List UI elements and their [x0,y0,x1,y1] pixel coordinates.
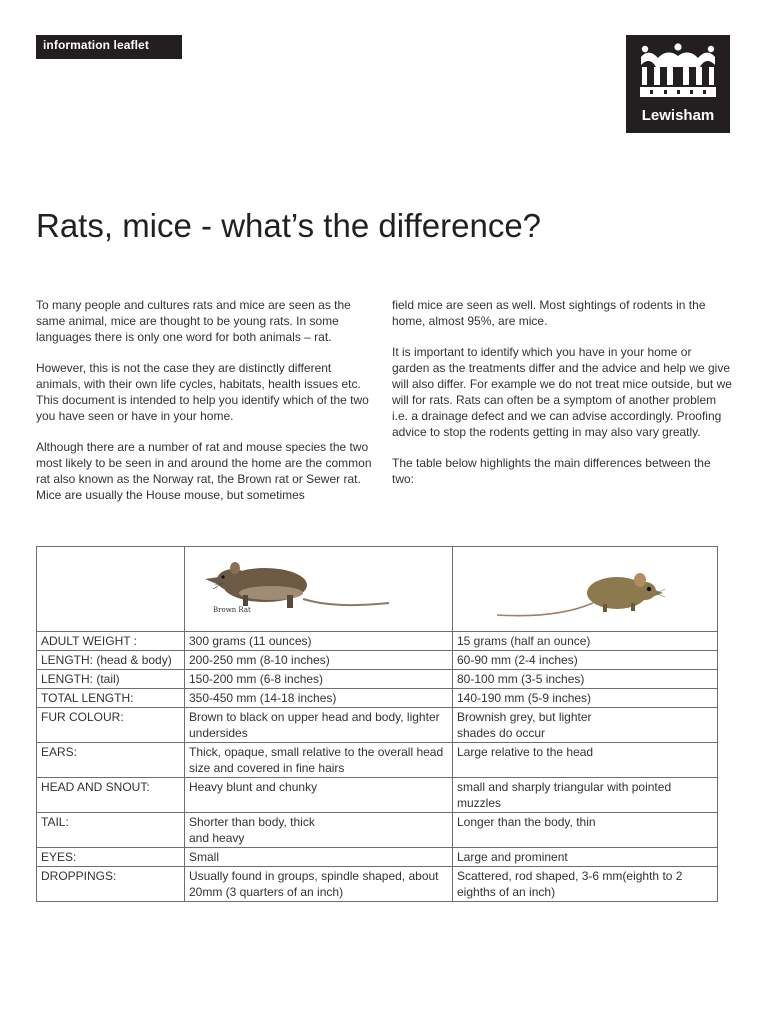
table-row [37,651,718,670]
row-label: HEAD AND SNOUT: [37,778,185,813]
mouse-value: Large relative to the head [453,743,718,778]
mouse-value: Large and prominent [453,848,718,867]
table-row [37,689,718,708]
crown-icon [636,41,720,103]
paragraph: However, this is not the case they are distinctly different animals, with their own life cycles, habitats, health issues etc. This document is intended to help you identify which of the two you have seen or have in your home. [36,361,369,423]
rat-value: Heavy blunt and chunky [185,778,453,813]
mouse-value: 80-100 mm (3-5 inches) [453,670,718,689]
mouse-value: 15 grams (half an ounce) [453,632,718,651]
rat-value: Shorter than body, thick and heavy [185,813,453,848]
page-title: Rats, mice - what’s the difference? [36,207,542,244]
table-row [37,670,718,689]
rat-value: 200-250 mm (8-10 inches) [185,651,453,670]
mouse-value: 60-90 mm (2-4 inches) [453,651,718,670]
paragraph: Although there are a number of rat and mouse species the two most likely to be seen in and around the home are the common rat also known as the Norway rat, the Brown rat or Sewer rat. Mice are usually the House mouse, but sometimes [36,440,372,502]
mouse-value: Scattered, rod shaped, 3-6 mm(eighth to 2 eighths of an inch) [453,867,718,902]
intro-column-right [392,297,732,502]
rat-value: 350-450 mm (14-18 inches) [185,689,453,708]
row-label: TOTAL LENGTH: [37,689,185,708]
mouse-value: 140-190 mm (5-9 inches) [453,689,718,708]
information-leaflet-tag: information leaflet [36,35,182,59]
paragraph: To many people and cultures rats and mice are seen as the same animal, mice are thought to be young rats. In some languages there is only one word for both animals – rat. [36,298,351,344]
mouse-illustration [495,559,665,619]
row-label: LENGTH: (tail) [37,670,185,689]
lewisham-logo [626,35,730,133]
rat-caption: Brown Rat [213,606,251,614]
row-label: DROPPINGS: [37,867,185,902]
mouse-value: Brownish grey, but lighter shades do occur [453,708,718,743]
table-row [37,632,718,651]
paragraph: field mice are seen as well. Most sightings of rodents in the home, almost 95%, are mice. [392,298,706,328]
row-label: EYES: [37,848,185,867]
image-row [37,547,718,632]
row-label: EARS: [37,743,185,778]
rat-mouse-comparison-table [36,546,718,902]
row-label: ADULT WEIGHT : [37,632,185,651]
rat-value: Thick, opaque, small relative to the overall head size and covered in fine hairs [185,743,453,778]
mouse-value: Longer than the body, thin [453,813,718,848]
row-label: LENGTH: (head & body) [37,651,185,670]
rat-value: 300 grams (11 ounces) [185,632,453,651]
table-row [37,848,718,867]
paragraph: The table below highlights the main differences between the two: [392,456,711,486]
table-row [37,813,718,848]
empty-header-cell [37,547,185,632]
row-label: FUR COLOUR: [37,708,185,743]
paragraph: It is important to identify which you have in your home or garden as the treatments differ and the advice and help we give will also differ. For example we do not treat mice outside, but we will for rats. Rats can often be a symptom of another problem i.e. a drainage defect and we can advise accordingly. Proofing advice to stop the rodents getting in may also vary greatly. [392,345,732,439]
rat-value: 150-200 mm (6-8 inches) [185,670,453,689]
logo-wordmark: Lewisham [641,107,715,124]
mouse-image-cell [453,547,718,632]
table-row [37,743,718,778]
rat-value: Usually found in groups, spindle shaped, about 20mm (3 quarters of an inch) [185,867,453,902]
rat-value: Brown to black on upper head and body, lighter undersides [185,708,453,743]
intro-column-left [36,297,376,518]
rat-value: Small [185,848,453,867]
table-row [37,778,718,813]
row-label: TAIL: [37,813,185,848]
table-row [37,708,718,743]
rat-image-cell [185,547,453,632]
table-row [37,867,718,902]
mouse-value: small and sharply triangular with pointed muzzles [453,778,718,813]
